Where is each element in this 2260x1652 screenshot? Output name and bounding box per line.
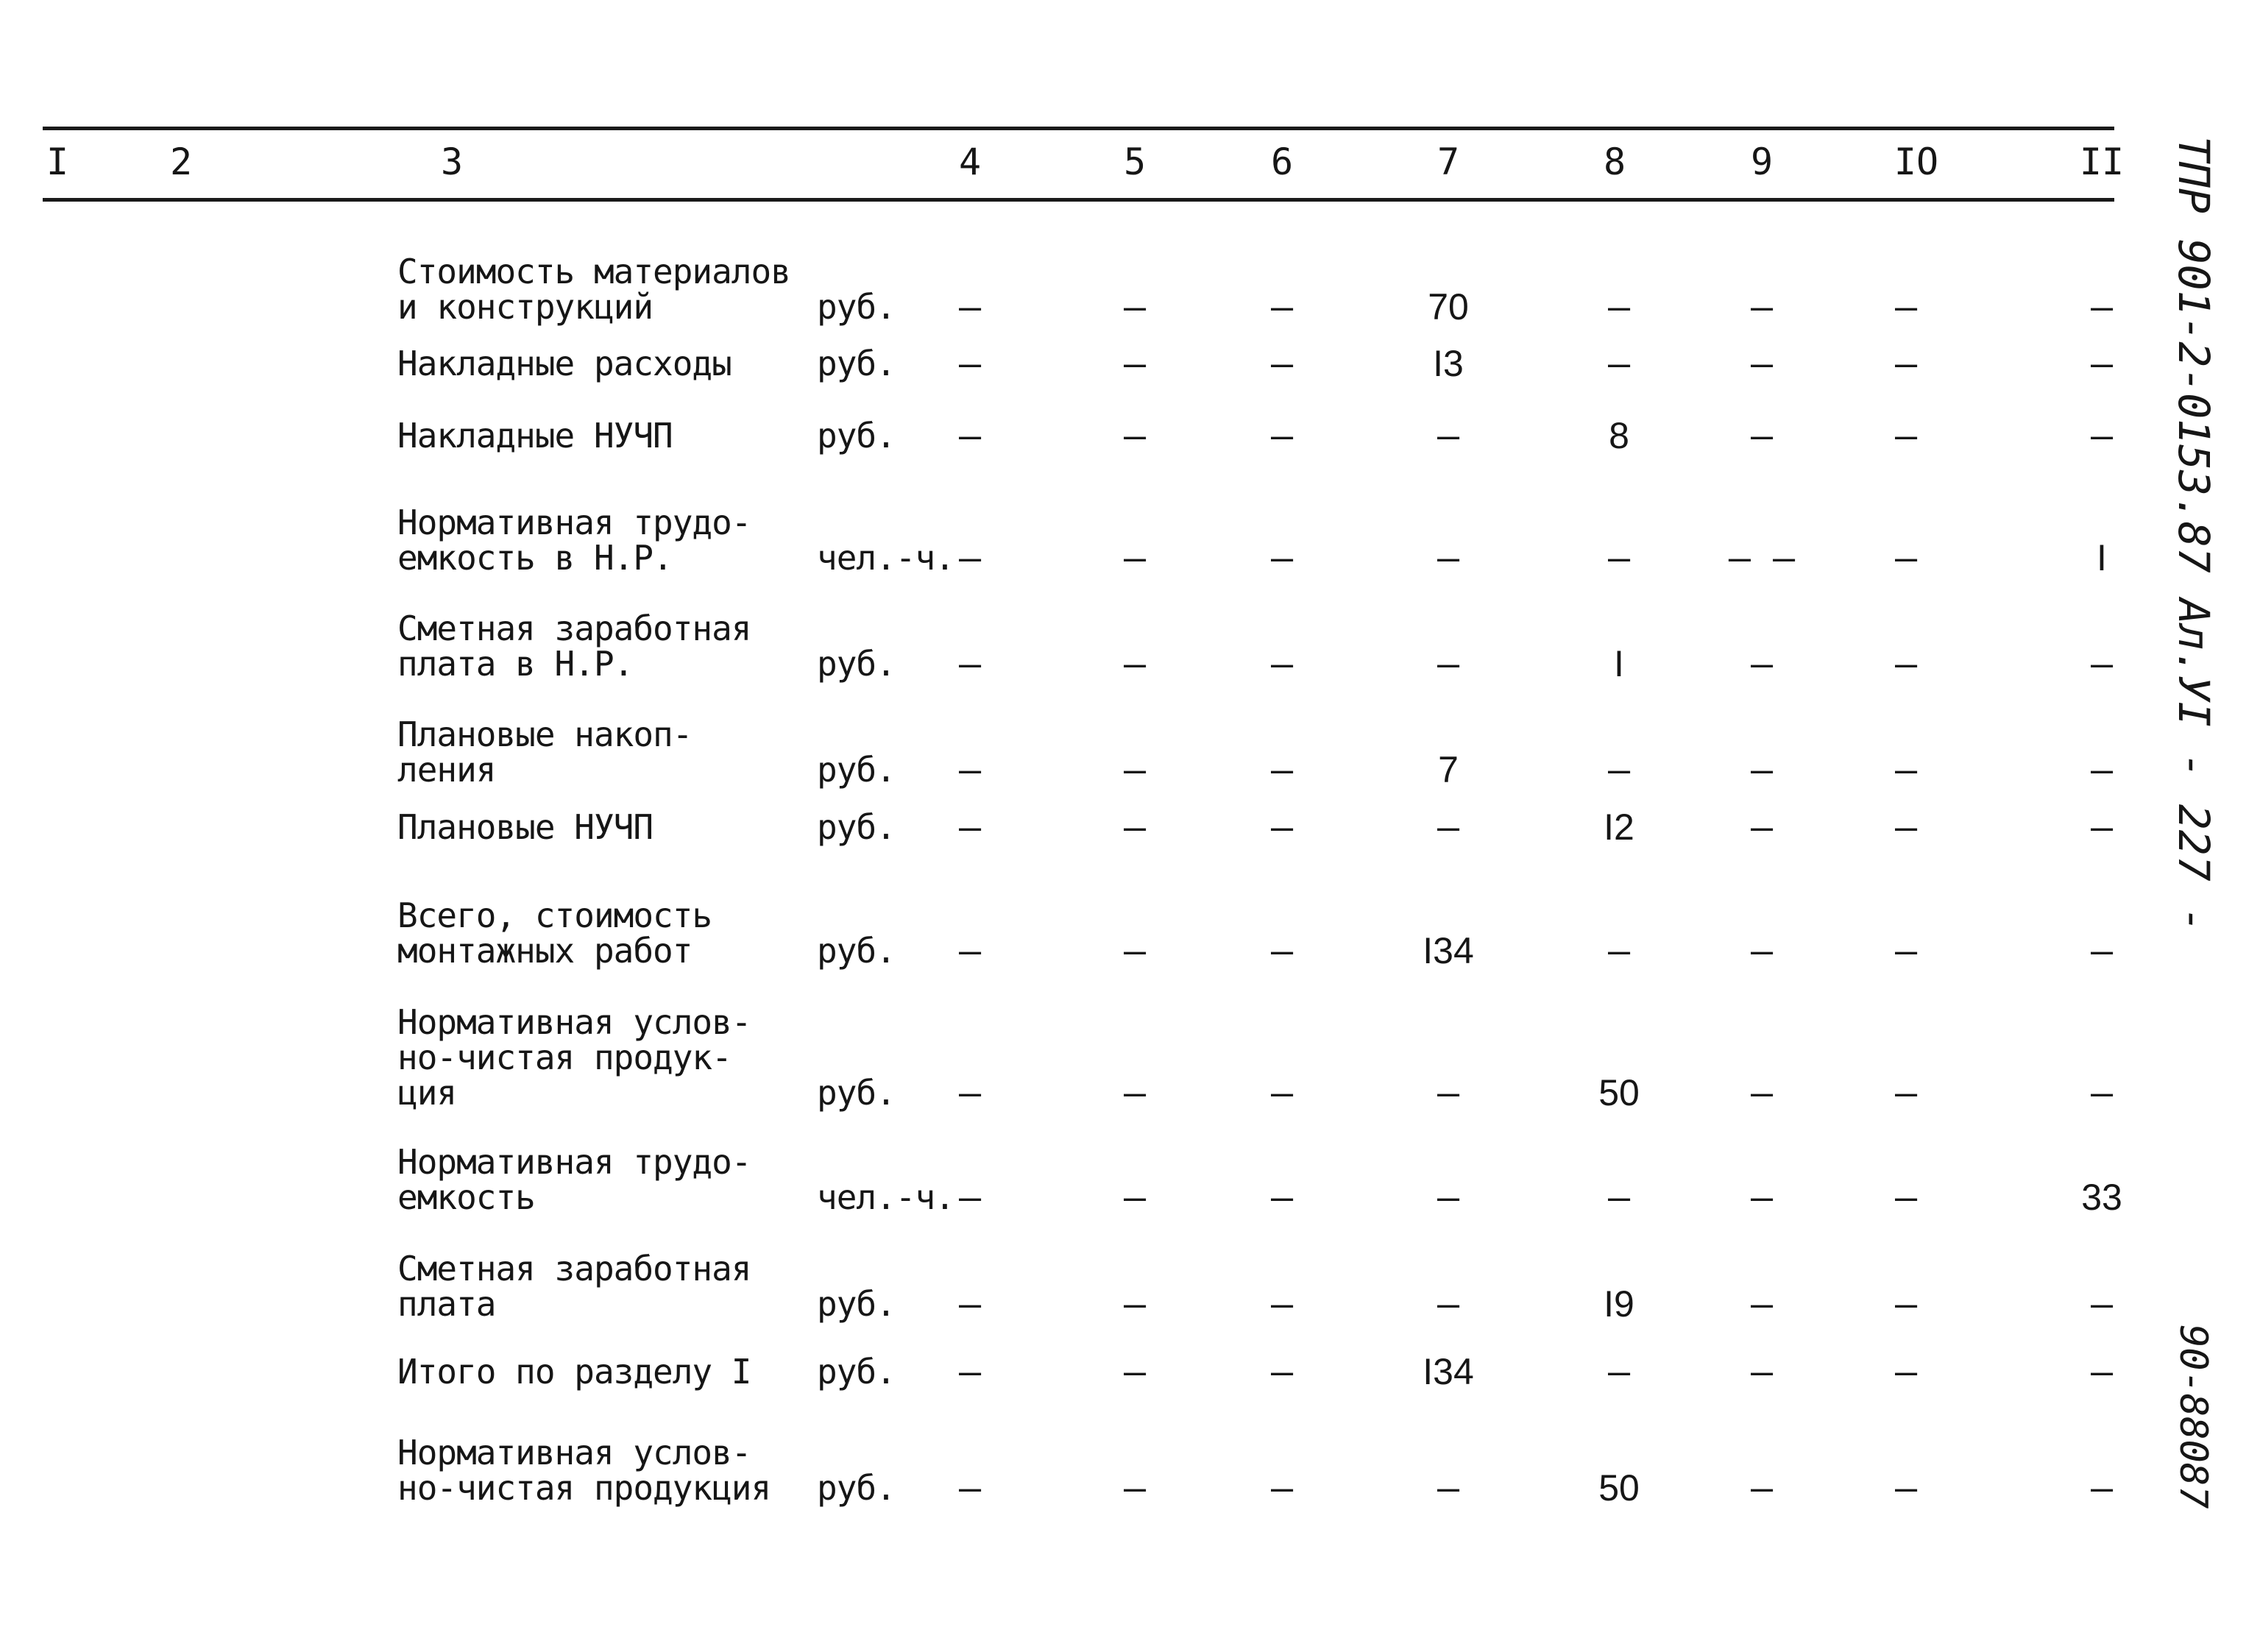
col-header-7: 7 <box>1437 141 1460 183</box>
row-label: Стоимость материалов и конструкций <box>397 252 790 327</box>
cell-col-4: – <box>958 286 982 328</box>
row-label: Нормативная трудо- емкость <box>397 1142 751 1217</box>
cell-col-5: – <box>1123 414 1147 457</box>
cell-col-5: – <box>1123 342 1147 385</box>
cell-col-10: – <box>1894 342 1918 385</box>
cell-col-4: – <box>958 414 982 457</box>
cell-col-6: – <box>1270 1467 1294 1509</box>
header-bottom-rule <box>43 198 2114 202</box>
row-unit: руб. <box>817 1468 896 1508</box>
row-label: Нормативная услов- но-чистая продук- ция <box>397 1002 751 1113</box>
cell-col-7: 7 <box>1438 749 1459 790</box>
cell-col-4: – <box>958 806 982 848</box>
cell-col-4: – <box>958 1071 982 1114</box>
cell-col-5: – <box>1123 286 1147 328</box>
cell-col-6: – <box>1270 1350 1294 1393</box>
cell-col-7: I3 <box>1433 343 1464 384</box>
cell-col-5: – <box>1123 929 1147 972</box>
cell-col-8: I2 <box>1604 806 1634 848</box>
cell-col-10: – <box>1894 806 1918 848</box>
row-unit: руб. <box>817 416 896 455</box>
header-top-rule <box>43 127 2114 130</box>
cell-col-6: – <box>1270 929 1294 972</box>
cell-col-10: – <box>1894 414 1918 457</box>
cell-col-8: I <box>1614 643 1624 684</box>
cell-col-4: – <box>958 342 982 385</box>
col-header-4: 4 <box>958 141 982 183</box>
cell-col-8: 8 <box>1609 415 1629 456</box>
cell-col-8: – <box>1607 536 1631 579</box>
cell-col-8: – <box>1607 286 1631 328</box>
cell-col-7: – <box>1437 1283 1460 1325</box>
cell-col-5: – <box>1123 1467 1147 1509</box>
cell-col-4: – <box>958 1467 982 1509</box>
cell-col-8: – <box>1607 748 1631 791</box>
cell-col-8: 50 <box>1598 1467 1640 1509</box>
cell-col-6: – <box>1270 342 1294 385</box>
cell-col-9: – <box>1750 1176 1774 1219</box>
cell-col-11: – <box>2090 286 2114 328</box>
cell-col-5: – <box>1123 748 1147 791</box>
row-label: Сметная заработная плата <box>397 1249 751 1324</box>
cell-col-5: – <box>1123 1176 1147 1219</box>
col-header-6: 6 <box>1270 141 1294 183</box>
row-unit: руб. <box>817 750 896 790</box>
row-unit: руб. <box>817 807 896 847</box>
cell-col-7: – <box>1437 1071 1460 1114</box>
cell-col-5: – <box>1123 642 1147 685</box>
row-unit: руб. <box>817 644 896 684</box>
cell-col-8: – <box>1607 342 1631 385</box>
cell-col-10: – <box>1894 929 1918 972</box>
cell-col-7: I34 <box>1423 930 1474 971</box>
row-label: Накладные НУЧП <box>397 416 673 455</box>
cell-col-11: – <box>2090 342 2114 385</box>
cell-col-6: – <box>1270 642 1294 685</box>
cell-col-6: – <box>1270 748 1294 791</box>
cell-col-8: 50 <box>1598 1072 1640 1113</box>
cell-col-10: – <box>1894 1283 1918 1325</box>
cell-col-4: – <box>958 1350 982 1393</box>
document-code: ТПР 901-2-0153.87 Ал.УI - 227 - <box>2169 136 2219 933</box>
row-unit: руб. <box>817 1284 896 1324</box>
cell-col-9: – <box>1750 1350 1774 1393</box>
row-unit: руб. <box>817 344 896 383</box>
row-label: Итого по разделу I <box>397 1352 751 1392</box>
cell-col-11: – <box>2090 1283 2114 1325</box>
cell-col-9: – <box>1750 929 1774 972</box>
cell-col-6: – <box>1270 536 1294 579</box>
col-header-2: 2 <box>169 141 193 183</box>
cell-col-8: I9 <box>1604 1283 1634 1325</box>
cell-col-9: – <box>1750 642 1774 685</box>
cell-col-11: – <box>2090 748 2114 791</box>
cell-col-7: – <box>1437 536 1460 579</box>
cell-col-11: 33 <box>2081 1177 2122 1218</box>
cell-col-9: – <box>1750 1467 1774 1509</box>
cell-col-10: – <box>1894 1467 1918 1509</box>
row-label: Сметная заработная плата в Н.Р. <box>397 609 751 684</box>
cell-col-9: – <box>1750 1071 1774 1114</box>
cell-col-7: – <box>1437 1176 1460 1219</box>
cell-col-10: – <box>1894 536 1918 579</box>
cell-col-4: – <box>958 929 982 972</box>
cell-col-5: – <box>1123 1283 1147 1325</box>
cell-col-11: – <box>2090 929 2114 972</box>
cell-col-5: – <box>1123 1071 1147 1114</box>
row-unit: руб. <box>817 1073 896 1113</box>
col-header-8: 8 <box>1603 141 1626 183</box>
cell-col-7: – <box>1437 414 1460 457</box>
cell-col-11: – <box>2090 1071 2114 1114</box>
cell-col-8: – <box>1607 929 1631 972</box>
cell-col-9: – – <box>1728 536 1796 579</box>
cell-col-10: – <box>1894 286 1918 328</box>
cell-col-6: – <box>1270 286 1294 328</box>
col-header-11: II <box>2079 141 2125 183</box>
col-header-1: I <box>46 141 69 183</box>
cell-col-4: – <box>958 642 982 685</box>
row-unit: руб. <box>817 287 896 327</box>
cell-col-10: – <box>1894 1350 1918 1393</box>
cell-col-11: – <box>2090 1350 2114 1393</box>
cell-col-6: – <box>1270 1071 1294 1114</box>
row-unit: руб. <box>817 931 896 971</box>
archive-number: 90-88087 <box>2171 1325 2215 1509</box>
cell-col-4: – <box>958 748 982 791</box>
row-unit: руб. <box>817 1352 896 1392</box>
cell-col-10: – <box>1894 642 1918 685</box>
cell-col-10: – <box>1894 1176 1918 1219</box>
row-label: Нормативная трудо- емкость в Н.Р. <box>397 503 751 578</box>
cell-col-4: – <box>958 1283 982 1325</box>
cell-col-9: – <box>1750 806 1774 848</box>
cell-col-7: – <box>1437 642 1460 685</box>
cell-col-11: – <box>2090 806 2114 848</box>
cell-col-8: – <box>1607 1350 1631 1393</box>
col-header-9: 9 <box>1750 141 1774 183</box>
cell-col-4: – <box>958 536 982 579</box>
cell-col-6: – <box>1270 1283 1294 1325</box>
col-header-3: 3 <box>440 141 464 183</box>
cell-col-9: – <box>1750 342 1774 385</box>
cell-col-6: – <box>1270 806 1294 848</box>
cell-col-11: – <box>2090 642 2114 685</box>
cell-col-11: – <box>2090 414 2114 457</box>
row-label: Всего, стоимость монтажных работ <box>397 896 712 971</box>
cell-col-7: 70 <box>1428 286 1469 327</box>
cell-col-5: – <box>1123 536 1147 579</box>
cell-col-9: – <box>1750 286 1774 328</box>
col-header-5: 5 <box>1123 141 1147 183</box>
cell-col-7: I34 <box>1423 1351 1474 1392</box>
row-label: Плановые НУЧП <box>397 807 653 847</box>
cell-col-10: – <box>1894 1071 1918 1114</box>
cell-col-4: – <box>958 1176 982 1219</box>
row-unit: чел.-ч. <box>817 538 954 578</box>
row-label: Плановые накоп- ления <box>397 715 692 790</box>
cell-col-9: – <box>1750 414 1774 457</box>
cell-col-5: – <box>1123 1350 1147 1393</box>
cell-col-11: – <box>2090 1467 2114 1509</box>
cell-col-8: – <box>1607 1176 1631 1219</box>
row-label: Накладные расходы <box>397 344 732 383</box>
cell-col-10: – <box>1894 748 1918 791</box>
row-unit: чел.-ч. <box>817 1177 954 1217</box>
row-label: Нормативная услов- но-чистая продукция <box>397 1433 771 1508</box>
cell-col-9: – <box>1750 748 1774 791</box>
cell-col-7: – <box>1437 1467 1460 1509</box>
cell-col-5: – <box>1123 806 1147 848</box>
cell-col-9: – <box>1750 1283 1774 1325</box>
cell-col-6: – <box>1270 414 1294 457</box>
col-header-10: IO <box>1894 141 1939 183</box>
cell-col-7: – <box>1437 806 1460 848</box>
cell-col-11: I <box>2097 537 2107 578</box>
cell-col-6: – <box>1270 1176 1294 1219</box>
